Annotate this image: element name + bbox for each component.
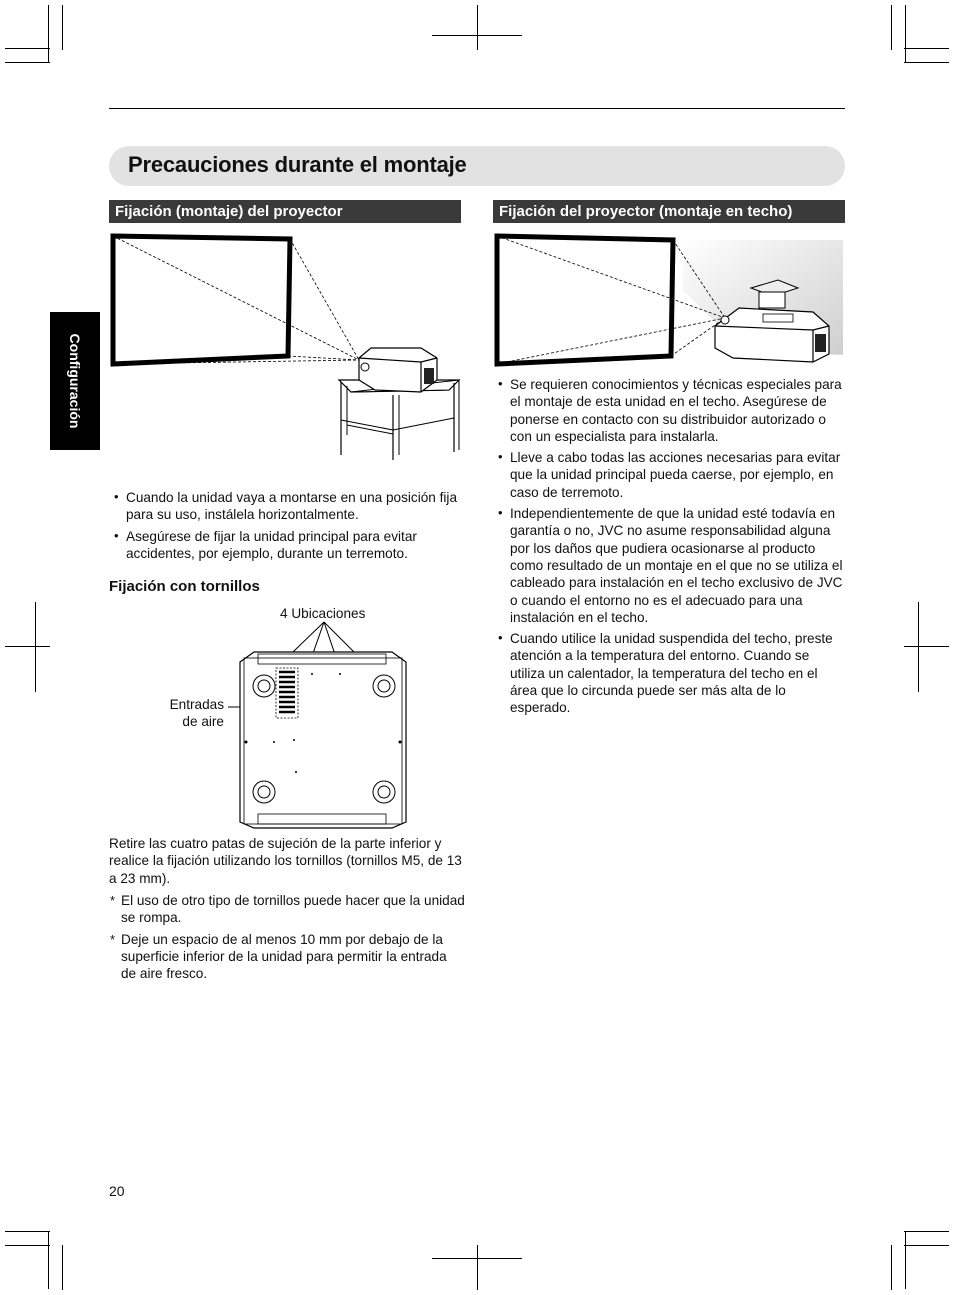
list-item: * Deje un espacio de al menos 10 mm por debajo de la superficie inferior de la unidad para permitir la entrada de aire fresco. [109, 931, 465, 983]
list-item: * El uso de otro tipo de tornillos puede hacer que la unidad se rompa. [109, 892, 465, 927]
air-intake-label: Entradas de aire [169, 697, 224, 730]
right-bullet-list [493, 376, 847, 721]
list-item: • Independientemente de que la unidad esté todavía en garantía o no, JVC no asume responsabilidad alguna por los daños que pudiera ocasionarse al producto como resultado de un montaje en el que no se utiliza el cableado para instalación en el techo exclusivo de JVC o cuando el entorno no es el adecuado para una instalación en el techo. [493, 505, 847, 626]
list-item: • Se requieren conocimientos y técnicas especiales para el montaje de esta unidad en el techo. Asegúrese de ponerse en contacto con su distribuidor autorizado o con un especialista para instalarla. [493, 376, 847, 445]
notes-list [109, 892, 465, 986]
ceiling-projector-illustration [493, 230, 845, 370]
section-title-right: Fijación del proyector (montaje en techo) [493, 200, 845, 223]
screws-paragraph: Retire las cuatro patas de sujeción de la parte inferior y realice la fijación utilizando los tornillos (tornillos M5, de 13 a 23 mm). [109, 836, 462, 886]
section-title-left: Fijación (montaje) del proyector [109, 200, 461, 223]
side-tab [50, 312, 100, 450]
list-item: • Cuando la unidad vaya a montarse en una posición fija para su uso, instálela horizontalmente. [109, 489, 461, 524]
floor-projector-illustration [109, 230, 469, 465]
left-bullet-list [109, 489, 461, 566]
list-item: • Cuando utilice la unidad suspendida del techo, preste atención a la temperatura del entorno. Cuando se utiliza un calentador, la temperatura del techo en el área que lo circunda puede ser más alta de lo esperado. [493, 630, 847, 716]
list-item: • Asegúrese de fijar la unidad principal para evitar accidentes, por ejemplo, durante un terremoto. [109, 528, 461, 563]
locations-label: 4 Ubicaciones [280, 606, 366, 621]
list-item: • Lleve a cabo todas las acciones necesarias para evitar que la unidad principal pueda caerse, por ejemplo, en caso de terremoto. [493, 449, 847, 501]
title-bar [109, 146, 845, 186]
page-title: Precauciones durante el montaje [128, 152, 467, 177]
side-tab-label: Configuración [67, 333, 83, 429]
header-rule [109, 108, 845, 109]
page-number: 20 [109, 1183, 125, 1199]
screws-heading: Fijación con tornillos [109, 578, 260, 595]
underside-diagram [224, 622, 414, 832]
